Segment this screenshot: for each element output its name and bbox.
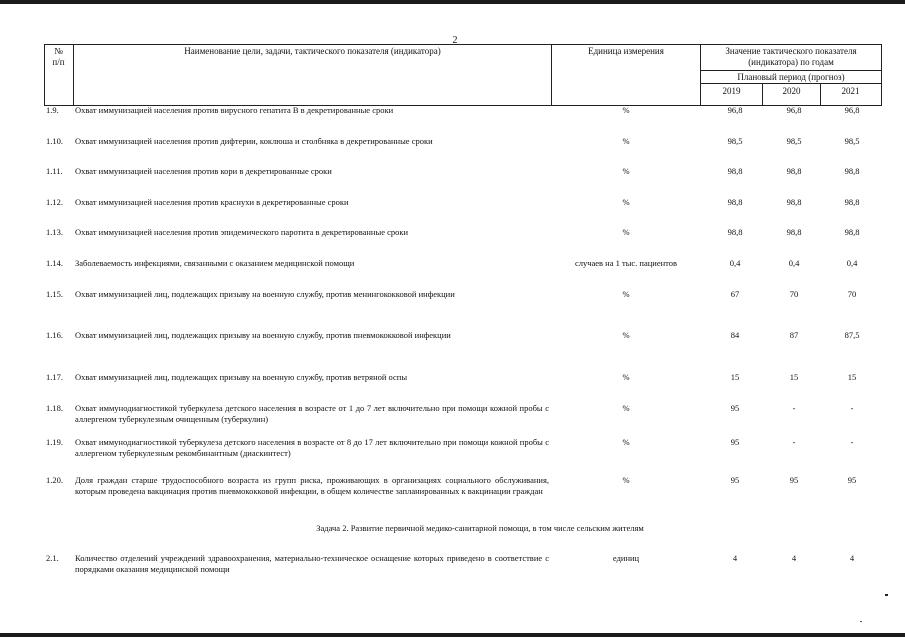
row-value-2020: 4 <box>791 553 797 563</box>
row-value-2021: 98,5 <box>844 136 860 146</box>
row-name: Охват иммунизацией населения против краснухи в декретированные сроки <box>75 197 349 207</box>
row-number: 1.17. <box>46 372 63 382</box>
row-unit: % <box>622 136 630 146</box>
row-value-2019: 96,8 <box>727 105 743 115</box>
row-value-2021: 87,5 <box>844 330 860 340</box>
row-value-2021: - <box>850 437 854 447</box>
row-number: 1.12. <box>46 197 63 207</box>
row-value-2021: 98,8 <box>844 166 860 176</box>
row-name: Доля граждан старше трудоспособного возраста из групп риска, проживающих в организациях социального обслуживания, которым проведена вакцинация против пневмококковой инфекции, в общем количестве запланированных к вакцинации граждан <box>75 475 549 496</box>
row-number: 1.10. <box>46 136 63 146</box>
row-number: 1.14. <box>46 258 63 268</box>
row-unit: % <box>622 227 630 237</box>
row-value-2020: 96,8 <box>786 105 802 115</box>
row-value-2020: - <box>792 403 796 413</box>
row-value-2021: 70 <box>847 289 857 299</box>
row-unit: % <box>622 372 630 382</box>
row-name: Заболеваемость инфекциями, связанными с оказанием медицинской помощи <box>75 258 355 268</box>
header-num: № п/п <box>52 46 65 67</box>
scan-speck <box>860 621 862 622</box>
row-value-2021: 15 <box>847 372 857 382</box>
header-unit: Единица измерения <box>588 46 664 56</box>
header-value: Значение тактического показателя (индикатора) по годам <box>725 46 857 67</box>
row-number: 1.16. <box>46 330 63 340</box>
row-name: Охват иммунизацией лиц, подлежащих призыву на военную службу, против менингококковой инфекции <box>75 289 455 299</box>
row-value-2021: - <box>850 403 854 413</box>
page-number: 2 <box>452 35 458 46</box>
row-value-2020: 98,8 <box>786 197 802 207</box>
row-value-2020: 0,4 <box>788 258 800 268</box>
row-value-2020: 87 <box>789 330 799 340</box>
row-number: 1.19. <box>46 437 63 447</box>
row-unit: % <box>622 475 630 485</box>
row-unit: % <box>622 289 630 299</box>
header-year-2020: 2020 <box>782 86 801 96</box>
row-name: Охват иммунодиагностикой туберкулеза детского населения в возрасте от 8 до 17 лет включительно при помощи кожной пробы с аллергеном туберкулезным рекомбинантным (диаскинтест) <box>75 437 549 458</box>
row-unit: случаев на 1 тыс. пациентов <box>574 258 678 268</box>
header-year-2019: 2019 <box>722 86 741 96</box>
row-number: 1.13. <box>46 227 63 237</box>
row-unit: % <box>622 330 630 340</box>
row-value-2019: 95 <box>730 403 740 413</box>
row-value-2019: 98,8 <box>727 166 743 176</box>
row-value-2021: 4 <box>849 553 855 563</box>
row-number: 1.11. <box>46 166 63 176</box>
row-value-2020: 15 <box>789 372 799 382</box>
row-value-2019: 67 <box>730 289 740 299</box>
row-value-2020: 95 <box>789 475 799 485</box>
task-heading: Задача 2. Развитие первичной медико-санитарной помощи, в том числе сельским жителям <box>316 523 644 533</box>
header-period: Плановый период (прогноз) <box>737 72 845 82</box>
row-unit: % <box>622 105 630 115</box>
header-name: Наименование цели, задачи, тактического показателя (индикатора) <box>184 46 441 56</box>
row-value-2019: 98,8 <box>727 227 743 237</box>
row-unit: единиц <box>612 553 640 563</box>
row-value-2019: 98,8 <box>727 197 743 207</box>
row-number: 1.18. <box>46 403 63 413</box>
row-value-2020: 98,8 <box>786 166 802 176</box>
row-name: Охват иммунизацией населения против кори в декретированные сроки <box>75 166 332 176</box>
row-value-2020: 70 <box>789 289 799 299</box>
row-value-2020: 98,8 <box>786 227 802 237</box>
row-value-2021: 98,8 <box>844 197 860 207</box>
scan-bottom-border <box>0 633 905 637</box>
row-name: Охват иммунодиагностикой туберкулеза детского населения в возрасте от 1 до 7 лет включительно при помощи кожной пробы с аллергеном туберкулезным очищенным (туберкулин) <box>75 403 549 424</box>
row-value-2019: 15 <box>730 372 740 382</box>
row-name: Охват иммунизацией населения против вирусного гепатита В в декретированные сроки <box>75 105 394 115</box>
row-name: Количество отделений учреждений здравоохранения, материально-техническое оснащение которых приведено в соответствие с порядками оказания медицинской помощи <box>75 553 549 574</box>
row-number: 1.9. <box>46 105 59 115</box>
row-name: Охват иммунизацией населения против эпидемического паротита в декретированные сроки <box>75 227 409 237</box>
row-value-2019: 95 <box>730 475 740 485</box>
row-unit: % <box>622 403 630 413</box>
row-number: 1.20. <box>46 475 63 485</box>
row-number: 2.1. <box>46 553 59 563</box>
row-value-2019: 95 <box>730 437 740 447</box>
header-year-2021: 2021 <box>841 86 860 96</box>
scan-top-border <box>0 0 905 4</box>
row-unit: % <box>622 437 630 447</box>
row-value-2019: 0,4 <box>729 258 741 268</box>
row-number: 1.15. <box>46 289 63 299</box>
row-value-2019: 4 <box>732 553 738 563</box>
scan-speck <box>885 594 888 596</box>
row-value-2020: 98,5 <box>786 136 802 146</box>
row-name: Охват иммунизацией лиц, подлежащих призыву на военную службу, против ветряной оспы <box>75 372 408 382</box>
row-name: Охват иммунизацией лиц, подлежащих призыву на военную службу, против пневмококковой инфекции <box>75 330 451 340</box>
row-value-2021: 95 <box>847 475 857 485</box>
row-value-2020: - <box>792 437 796 447</box>
row-value-2021: 96,8 <box>844 105 860 115</box>
row-unit: % <box>622 197 630 207</box>
row-value-2019: 98,5 <box>727 136 743 146</box>
row-value-2021: 98,8 <box>844 227 860 237</box>
row-value-2019: 84 <box>730 330 740 340</box>
row-name: Охват иммунизацией населения против дифтерии, коклюша и столбняка в декретированные сроки <box>75 136 433 146</box>
row-unit: % <box>622 166 630 176</box>
row-value-2021: 0,4 <box>846 258 858 268</box>
